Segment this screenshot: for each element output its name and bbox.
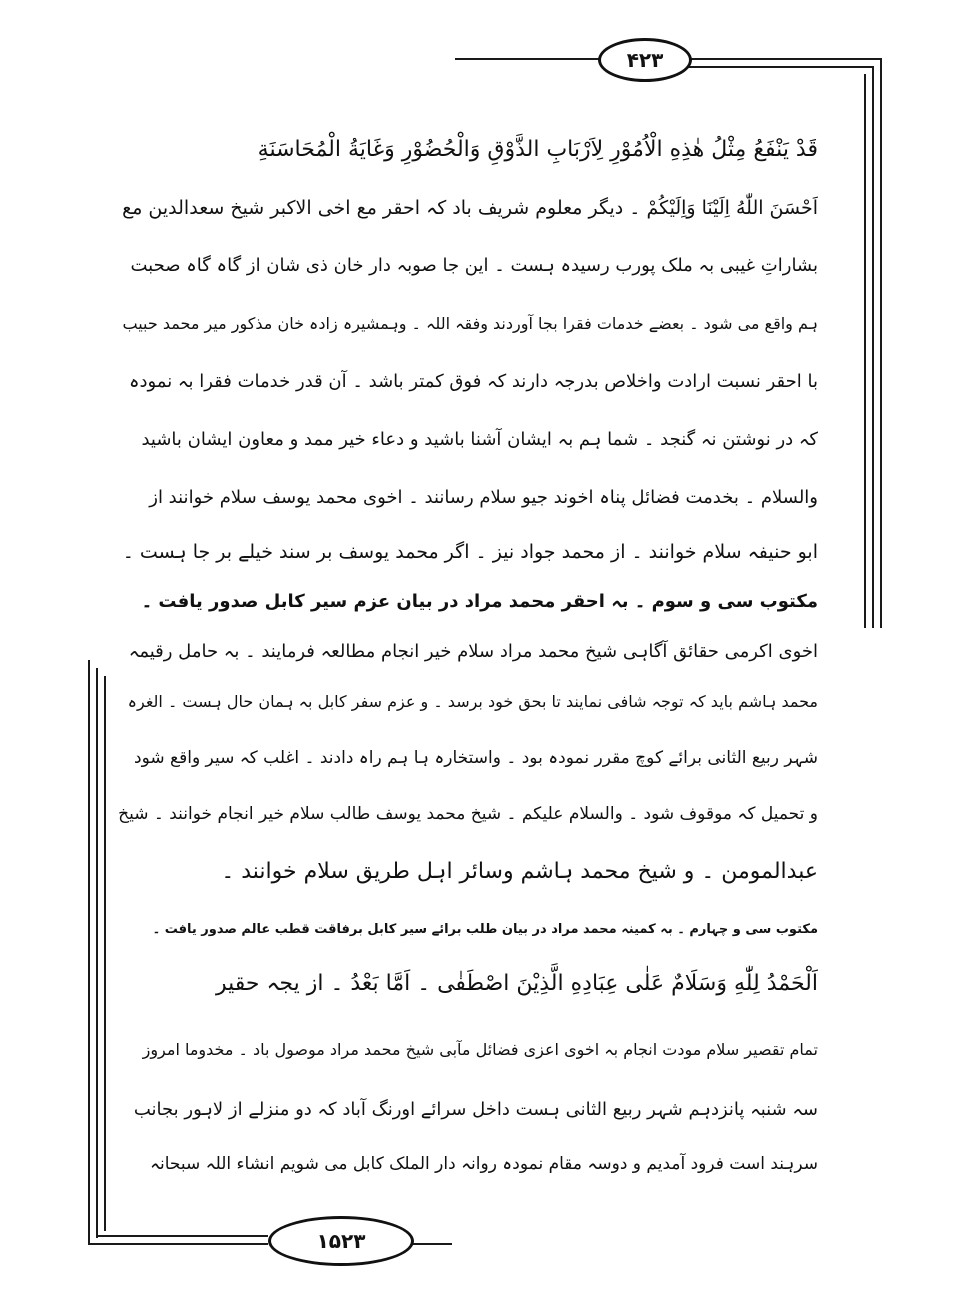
text-line-1: قَدْ یَنْفَعُ مِثْلُ هٰذِهِ الْاُمُوْرِ لِاَرْبَابِ الذَّوْقِ وَالْحُضُوْرِ وَغَایَةُ الْمُحَاسَنَةِ (257, 137, 818, 162)
text-line-5: با احقر نسبت ارادت واخلاص بدرجہ دارند کہ فوق کمتر باشد ۔ آن قدر خدمات فقرا بہ نمودہ (128, 371, 818, 392)
text-line-19: سرہند است فرود آمدیم و دوسہ مقام نمودہ روانہ دار الملک کابل می شویم انشاء اللہ سبحانہ (150, 1154, 818, 1174)
page-number-bottom: ۱۵۲۳ (268, 1216, 414, 1266)
text-line-10: اخوی اکرمی حقائق آگاہی شیخ محمد مراد سلام خیر انجام مطالعہ فرمایند ۔ بہ حامل رقیمہ (128, 641, 818, 662)
manuscript-text (118, 130, 818, 1190)
text-line-2: اَحْسَنَ اللّٰهُ اِلَیْنَا وَاِلَیْکُمْ ۔ دیگر معلوم شریف باد کہ احقر مع اخی الاکبر شیخ سعدالدین مع (122, 197, 818, 219)
letter-heading-34: مکتوب سی و چہارم ۔ بہ کمینہ محمد مراد در بیان طلب برائے سیر کابل برفاقت قطب عالم صدور یافت ۔ (152, 922, 818, 937)
frame-bottom-line-outer (88, 1243, 268, 1245)
frame-right-line-third (864, 74, 866, 628)
frame-bottom-line-right (412, 1243, 452, 1245)
text-line-16: اَلْحَمْدُ لِلّٰهِ وَسَلَامٌ عَلٰی عِبَادِهِ الَّذِیْنَ اصْطَفٰی ۔ اَمَّا بَعْدُ ۔ از یجہ حقیر (216, 971, 818, 996)
page-number-top: ۴۲۳ (598, 38, 692, 82)
frame-left-line-third (104, 676, 106, 1231)
frame-top-line-outer (455, 58, 603, 60)
frame-bottom-line-inner (96, 1235, 268, 1237)
frame-left-line-inner (96, 668, 98, 1238)
frame-top-line-inner-right (680, 66, 872, 68)
text-line-13: و تحمیل کہ موقوف شود ۔ والسلام علیکم ۔ شیخ محمد یوسف طالب سلام خیر انجام خوانند ۔ شیخ (118, 804, 818, 824)
text-line-7: والسلام ۔ بخدمت فضائل پناہ اخوند جیو سلام رسانند ۔ اخوی محمد یوسف سلام خوانند از (149, 487, 818, 508)
letter-heading-33: مکتوب سی و سوم ۔ بہ احقر محمد مراد در بیان عزم سیر کابل صدور یافت ۔ (141, 591, 818, 612)
text-line-17: تمام تقصیر سلام مودت انجام بہ اخوی اعزی فضائل مآبی شیخ محمد مراد موصول باد ۔ مخدوما امروز (142, 1040, 818, 1059)
text-line-6: کہ در نوشتن نہ گنجد ۔ شما ہم بہ ایشان آشنا باشید و دعاء خیر ممد و معاون ایشان باشید (141, 429, 818, 450)
text-line-4: ہم واقع می شود ۔ بعضے خدمات فقرا بجا آوردند وفقہ اللہ ۔ وہمشیرہ زادہ خان مذکور میر محمد حبیب (122, 314, 818, 333)
frame-top-line-outer-right (680, 58, 880, 60)
text-line-11: محمد ہاشم باید کہ توجہ شافی نمایند تا بحق خود برسد ۔ و عزم سفر کابل بہ ہمان حال ہست ۔ الغرہ (127, 692, 818, 711)
text-line-14: عبدالمومن ۔ و شیخ محمد ہاشم وسائر اہل طریق سلام خوانند ۔ (221, 859, 818, 884)
text-line-12: شہر ربیع الثانی برائے کوچ مقرر نمودہ بود ۔ واستخارہ ہا ہم راہ دادند ۔ اغلب کہ سیر واقع شود (134, 748, 818, 768)
text-line-18: سہ شنبہ پانزدہم شہر ربیع الثانی ہست داخل سرائے اورنگ آباد کہ دو منزلے از لاہور بجانب (133, 1099, 818, 1120)
text-line-3: بشاراتِ غیبی بہ ملک پورب رسیدہ ہست ۔ این جا صوبہ دار خان ذی شان از گاہ گاہ صحبت (130, 255, 818, 276)
frame-left-line-outer (88, 660, 90, 1245)
frame-right-line-inner (872, 66, 874, 628)
frame-right-line-outer (880, 58, 882, 628)
text-line-8: ابو حنیفہ سلام خوانند ۔ از محمد جواد نیز ۔ اگر محمد یوسف بر سند خیلے بر جا ہست ۔ (122, 541, 818, 563)
